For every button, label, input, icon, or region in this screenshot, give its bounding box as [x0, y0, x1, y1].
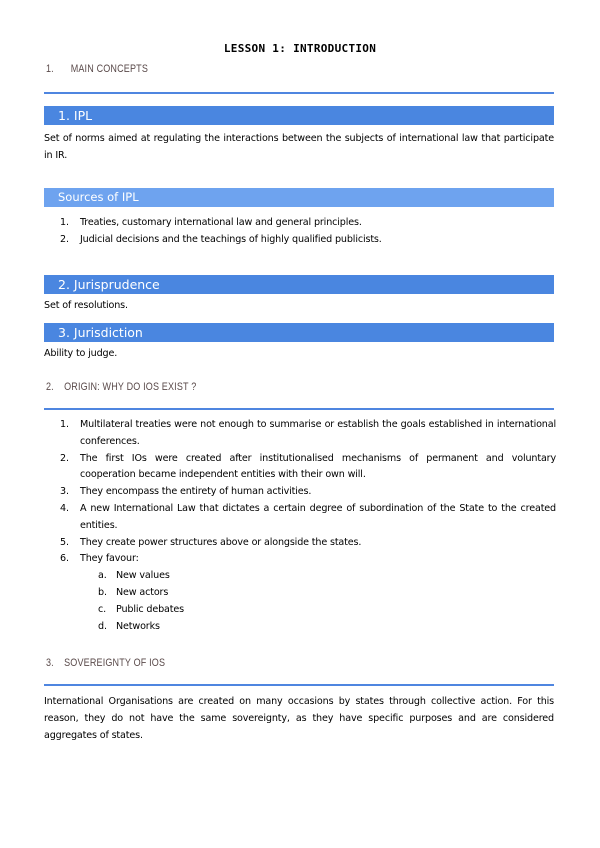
section-2-rule	[44, 408, 554, 410]
section-2-heading	[46, 381, 196, 393]
section-1-rule	[44, 92, 554, 94]
list-item: 6. They favour: a. New values b. New actors c. Public debates d. Networks	[44, 551, 556, 635]
section-3-heading	[46, 657, 165, 669]
section-1-number: 1.	[46, 63, 54, 75]
origin-list	[44, 417, 556, 635]
section-3-label: SOVEREIGNTY OF IOS	[64, 657, 166, 669]
list-item: 1. Multilateral treaties were not enough to summarise or establish the goals established in international conferences.	[60, 419, 556, 447]
list-item: 3. They encompass the entirety of human activities.	[60, 486, 312, 498]
list-item: 4. A new International Law that dictates a certain degree of subordination of the State to the created entities.	[60, 502, 556, 531]
section-1-label: MAIN CONCEPTS	[70, 63, 149, 75]
sources-heading: Sources of IPL	[44, 188, 554, 207]
favour-sublist	[80, 568, 556, 635]
sources-list	[44, 215, 554, 249]
section-3-number: 3.	[46, 657, 54, 669]
list-item: 2. The first IOs were created after institutionalised mechanisms of permanent and voluntary cooperation became independent entities with their own will.	[60, 452, 556, 481]
jurisprudence-definition: Set of resolutions.	[44, 300, 128, 311]
list-item: 1. Treaties, customary international law and general principles.	[60, 217, 362, 228]
lesson-title: LESSON 1: INTRODUCTION	[223, 42, 377, 55]
list-item: 2. Judicial decisions and the teachings of highly qualified publicists.	[60, 233, 382, 245]
sublist-item: c. Public debates	[98, 603, 184, 615]
sublist-item: a. New values	[98, 570, 170, 582]
section-2-label: ORIGIN: WHY DO IOS EXIST ?	[64, 381, 197, 393]
sovereignty-paragraph: International Organisations are created on many occasions by states through collective action. For this reason, they do not have the same sovereignty, as they have specific purposes and are considered aggregates of states.	[44, 696, 554, 741]
list-item: 5. They create power structures above or alongside the states.	[60, 536, 362, 548]
jurisdiction-heading: 3. Jurisdiction	[44, 323, 554, 342]
section-3-rule	[44, 684, 554, 686]
sublist-item: b. New actors	[98, 586, 169, 598]
jurisprudence-heading: 2. Jurisprudence	[44, 275, 554, 294]
section-1-heading	[46, 63, 148, 75]
ipl-heading: 1. IPL	[44, 106, 554, 125]
jurisdiction-definition: Ability to judge.	[44, 348, 118, 359]
sublist-item: d. Networks	[98, 620, 160, 632]
section-2-number: 2.	[46, 381, 54, 393]
ipl-definition: Set of norms aimed at regulating the interactions between the subjects of international law that participate in IR.	[44, 133, 554, 161]
